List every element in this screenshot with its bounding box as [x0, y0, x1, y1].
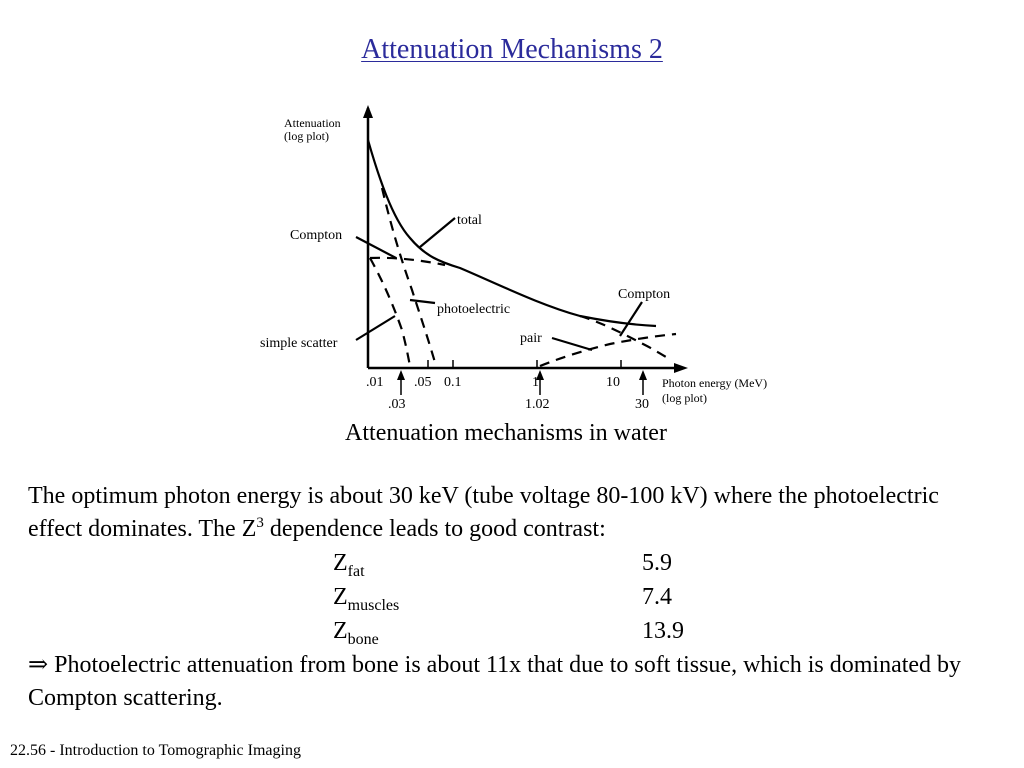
- total-curve: [368, 140, 656, 326]
- x-axis-label-line2: (log plot): [662, 391, 707, 405]
- simple-scatter-curve: [370, 258, 410, 366]
- z-fat-symbol: Z: [333, 550, 348, 576]
- y-axis-label-line1: Attenuation: [284, 116, 341, 130]
- z-bone-value: 13.9: [642, 618, 684, 644]
- label-total: total: [457, 213, 482, 228]
- tick-label-05: .05: [414, 375, 432, 390]
- label-photoelectric: photoelectric: [437, 302, 511, 317]
- paragraph-superscript: 3: [256, 515, 264, 531]
- x-axis-label-line1: Photon energy (MeV): [662, 376, 768, 390]
- arrow-03-head: [397, 370, 405, 380]
- y-axis-arrowhead: [363, 105, 373, 118]
- pair-leader: [552, 338, 592, 350]
- z-fat-subscript: fat: [347, 563, 365, 580]
- photoelectric-curve: [382, 188, 436, 366]
- z-muscles-subscript: muscles: [347, 597, 400, 614]
- compton-left-leader: [356, 237, 396, 258]
- z-fat-value: 5.9: [642, 550, 672, 576]
- tick-label-0-1: 0.1: [444, 375, 462, 390]
- paragraph-part1: The optimum photon energy is about 30 keV (tube voltage 80-100 kV) where the photoelectric effect dominates. The Z: [28, 483, 939, 542]
- z-bone-subscript: bone: [347, 631, 379, 648]
- conclusion-text: ⇒ Photoelectric attenuation from bone is about 11x that due to soft tissue, which is dominated by Compton scattering.: [28, 652, 962, 711]
- tick-label-03: .03: [388, 397, 406, 412]
- simple-scatter-leader: [356, 316, 395, 340]
- footer-course-title: 22.56 - Introduction to Tomographic Imaging: [10, 742, 301, 759]
- compton-right-leader: [620, 302, 642, 336]
- tick-label-10: 10: [606, 375, 620, 390]
- label-simple-scatter: simple scatter: [260, 336, 338, 351]
- photoelectric-leader: [410, 300, 435, 303]
- slide-title: Attenuation Mechanisms 2: [361, 34, 663, 65]
- z-muscles-value: 7.4: [642, 584, 672, 610]
- paragraph-part2: dependence leads to good contrast:: [263, 516, 606, 542]
- tick-label-1-02: 1.02: [525, 397, 550, 412]
- label-compton-right: Compton: [618, 287, 671, 302]
- tick-label-30: 30: [635, 397, 649, 412]
- x-axis-arrowhead: [674, 363, 688, 373]
- z-bone-symbol: Z: [333, 618, 348, 644]
- label-pair: pair: [520, 331, 542, 346]
- figure-caption: Attenuation mechanisms in water: [345, 420, 667, 446]
- pair-curve: [540, 334, 676, 366]
- tick-label-01: .01: [366, 375, 384, 390]
- body-paragraph: [28, 480, 988, 546]
- y-axis-label-line2: (log plot): [284, 129, 329, 143]
- z-muscles-symbol: Z: [333, 584, 348, 610]
- label-compton-left: Compton: [290, 228, 343, 243]
- arrow-30-head: [639, 370, 647, 380]
- tick-label-1: 1: [532, 375, 539, 390]
- total-leader: [420, 218, 455, 247]
